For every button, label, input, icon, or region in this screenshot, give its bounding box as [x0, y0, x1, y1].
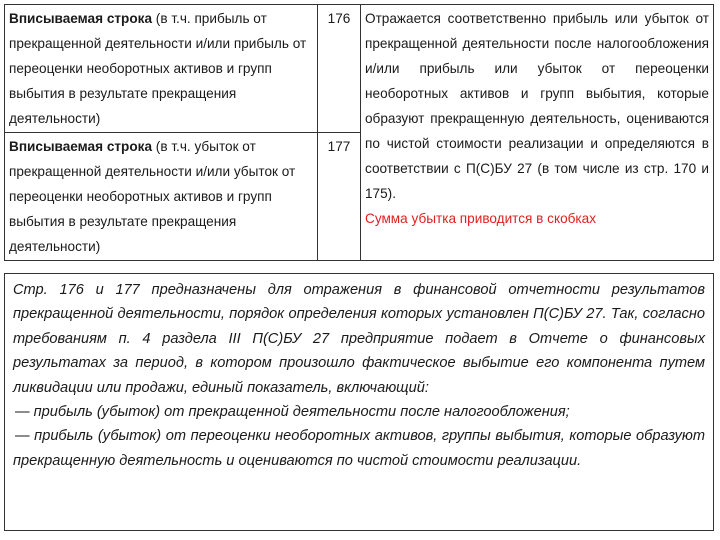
description-red-note: Сумма убытка приводится в скобках: [365, 211, 597, 226]
row-code: 177: [327, 139, 351, 154]
explanation-item: — прибыль (убыток) от переоценки необоротных активов, группы выбытия, которые образуют прекращенную деятельность и оцениваются по чистой стоимости реализации.: [13, 428, 705, 469]
explanation-item: — прибыль (убыток) от прекращенной деятельности после налогообложения;: [15, 404, 570, 421]
row-label-cell: [5, 5, 318, 133]
explanation-intro: Стр. 176 и 177 предназначены для отражения в финансовой отчетности результатов прекращенной деятельности, порядок определения которых установлен П(С)БУ 27. Так, согласно требованиям п. 4 раздела III П(С)БУ 27 предприятие подает в Отчете о финансовых результатах за период, в котором произошло фактическое выбытие его компонента путем ликвидации или продажи, единый показатель, включающий:: [13, 282, 705, 396]
table-row: [5, 5, 714, 133]
row-code-cell: [318, 5, 361, 133]
row-code-cell: [318, 133, 361, 261]
row-code: 176: [327, 11, 351, 26]
description-text: Отражается соответственно прибыль или убыток от прекращенной деятельности после налогообложения и/или прибыль или убыток от переоценки необоротных активов и групп выбытия, которые образуют прекращенную деятельность, оцениваются по чистой стоимости реализации и определяются в соответствии с П(С)БУ 27 (в том числе из стр. 170 и 175).: [365, 11, 709, 201]
row-label-bold: Вписываемая строка: [9, 139, 153, 154]
lines-table: [4, 4, 714, 261]
row-label-cell: [5, 133, 318, 261]
row-label-bold: Вписываемая строка: [9, 11, 153, 26]
row-label-text: (в т.ч. убыток от прекращенной деятельности и/или убыток от переоценки необоротных активов и групп выбытия в результате прекращения деятельности): [9, 139, 296, 254]
explanation-box: [4, 273, 714, 531]
description-cell: [361, 5, 714, 261]
row-label-text: (в т.ч. прибыль от прекращенной деятельности и/или прибыль от переоценки необоротных активов и групп выбытия в результате прекращения деятельности): [9, 11, 307, 126]
